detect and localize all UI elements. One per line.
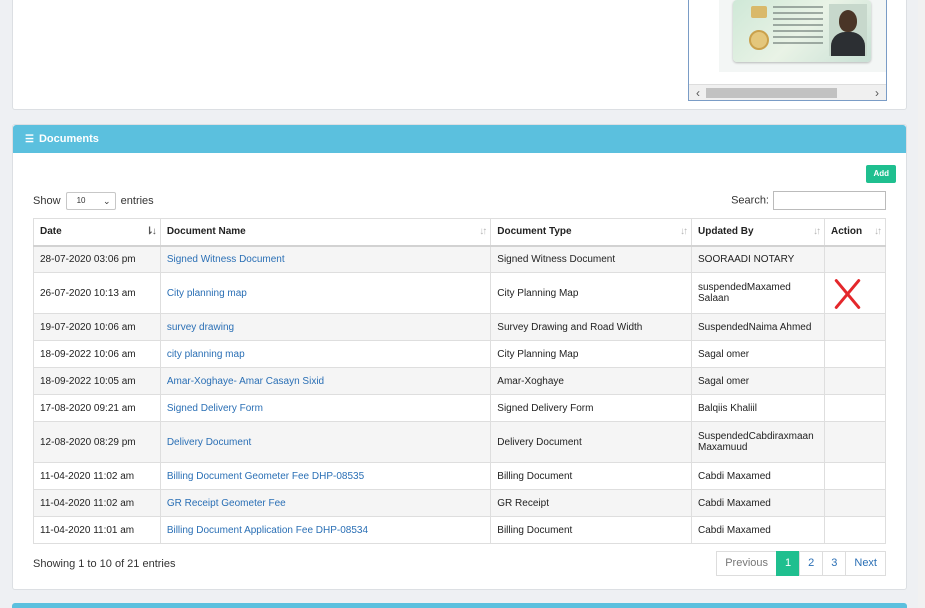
table-row (34, 314, 886, 341)
cell-action (824, 463, 885, 490)
cell-action (824, 341, 885, 368)
page-3-button[interactable]: 3 (822, 551, 846, 576)
page-1-button[interactable]: 1 (776, 551, 800, 576)
scrollbar-thumb[interactable] (706, 88, 837, 98)
id-document-viewer[interactable] (688, 0, 887, 101)
documents-header (13, 125, 906, 153)
search-control (731, 191, 886, 210)
documents-panel (12, 124, 907, 590)
cell-date: 28-07-2020 03:06 pm (34, 246, 161, 273)
cell-updated-by: SuspendedNaima Ahmed (692, 314, 825, 341)
cell-action (824, 422, 885, 463)
document-link[interactable]: Billing Document Application Fee DHP-08534 (160, 517, 490, 544)
list-icon: ☰ (25, 134, 34, 145)
search-label: Search: (731, 194, 769, 207)
document-link[interactable]: City planning map (160, 273, 490, 314)
cell-type: City Planning Map (491, 341, 692, 368)
cell-updated-by: SuspendedCabdiraxmaan Maxamuud (692, 422, 825, 463)
page-length-control (33, 192, 154, 210)
documents-title: Documents (38, 133, 99, 145)
cell-updated-by: Cabdi Maxamed (692, 463, 825, 490)
red-cross-icon[interactable] (831, 275, 863, 311)
sort-icon: ↓↑ (812, 226, 819, 237)
chevron-down-icon: ⌄ (103, 196, 111, 206)
table-row (34, 517, 886, 544)
cell-action (824, 490, 885, 517)
cell-date: 11-04-2020 11:01 am (34, 517, 161, 544)
page-length-value: 10 (76, 196, 86, 205)
add-button[interactable]: Add (866, 165, 896, 183)
cell-updated-by: Cabdi Maxamed (692, 517, 825, 544)
col-document-type[interactable]: Document Type ↓↑ (491, 219, 692, 246)
cell-action (824, 314, 885, 341)
card-chip-icon (751, 6, 767, 18)
document-link[interactable]: GR Receipt Geometer Fee (160, 490, 490, 517)
cell-action (824, 273, 885, 314)
cell-action (824, 368, 885, 395)
cell-type: Signed Delivery Form (491, 395, 692, 422)
cell-date: 18-09-2022 10:05 am (34, 368, 161, 395)
table-row (34, 368, 886, 395)
cell-updated-by: Sagal omer (692, 368, 825, 395)
table-header-row (34, 219, 886, 246)
cell-action (824, 395, 885, 422)
sort-icon: ↓↑ (680, 226, 686, 237)
cell-action (824, 517, 885, 544)
document-link[interactable]: Signed Witness Document (160, 246, 490, 273)
col-document-name[interactable]: Document Name ↓↑ (160, 219, 490, 246)
cell-type: Amar-Xoghaye (491, 368, 692, 395)
document-link[interactable]: Amar-Xoghaye- Amar Casayn Sixid (160, 368, 490, 395)
table-row (34, 341, 886, 368)
cell-date: 12-08-2020 08:29 pm (34, 422, 161, 463)
cell-date: 11-04-2020 11:02 am (34, 490, 161, 517)
scroll-left-icon[interactable]: ‹ (696, 86, 700, 100)
cell-updated-by: Cabdi Maxamed (692, 490, 825, 517)
cell-type: City Planning Map (491, 273, 692, 314)
cell-type: Delivery Document (491, 422, 692, 463)
table-row (34, 395, 886, 422)
next-button[interactable]: Next (845, 551, 886, 576)
next-panel-header (12, 603, 907, 608)
id-portrait (829, 4, 867, 56)
cell-type: Billing Document (491, 463, 692, 490)
search-input[interactable] (773, 191, 886, 210)
col-date[interactable]: Date ⇂↓ (34, 219, 161, 246)
sort-icon: ↓↑ (874, 226, 880, 237)
page-2-button[interactable]: 2 (799, 551, 823, 576)
table-row (34, 422, 886, 463)
scroll-right-icon[interactable]: › (875, 86, 879, 100)
document-link[interactable]: city planning map (160, 341, 490, 368)
cell-date: 26-07-2020 10:13 am (34, 273, 161, 314)
table-row (34, 463, 886, 490)
cell-updated-by: Sagal omer (692, 341, 825, 368)
document-link[interactable]: Signed Delivery Form (160, 395, 490, 422)
document-link[interactable]: Delivery Document (160, 422, 490, 463)
documents-table (33, 218, 886, 544)
table-row (34, 273, 886, 314)
cell-type: Signed Witness Document (491, 246, 692, 273)
horizontal-scrollbar[interactable] (689, 84, 886, 100)
table-row (34, 490, 886, 517)
cell-date: 17-08-2020 09:21 am (34, 395, 161, 422)
cell-action (824, 246, 885, 273)
vertical-scrollbar[interactable] (918, 0, 925, 608)
cell-date: 11-04-2020 11:02 am (34, 463, 161, 490)
cell-type: Billing Document (491, 517, 692, 544)
previous-button[interactable]: Previous (716, 551, 777, 576)
cell-updated-by: Balqiis Khaliil (692, 395, 825, 422)
table-row (34, 246, 886, 273)
id-card-image (719, 0, 887, 72)
emblem-icon (749, 30, 769, 50)
pagination (717, 551, 886, 576)
table-info: Showing 1 to 10 of 21 entries (33, 558, 176, 570)
entries-label: entries (120, 194, 154, 207)
cell-updated-by: suspendedMaxamed Salaan (692, 273, 825, 314)
id-card (733, 0, 871, 62)
cell-date: 18-09-2022 10:06 am (34, 341, 161, 368)
page-length-select[interactable] (66, 192, 116, 210)
cell-updated-by: SOORAADI NOTARY (692, 246, 825, 273)
col-updated-by[interactable]: Updated By ↓↑ (692, 219, 825, 246)
top-panel (12, 0, 907, 110)
cell-date: 19-07-2020 10:06 am (34, 314, 161, 341)
col-action[interactable]: Action ↓↑ (824, 219, 885, 246)
document-link[interactable]: Billing Document Geometer Fee DHP-08535 (160, 463, 490, 490)
cell-type: GR Receipt (491, 490, 692, 517)
sort-desc-icon: ⇂↓ (145, 226, 155, 237)
sort-icon: ↓↑ (479, 226, 486, 237)
show-label: Show (33, 194, 61, 207)
card-text-lines (773, 6, 823, 48)
cell-type: Survey Drawing and Road Width (491, 314, 692, 341)
document-link[interactable]: survey drawing (160, 314, 490, 341)
